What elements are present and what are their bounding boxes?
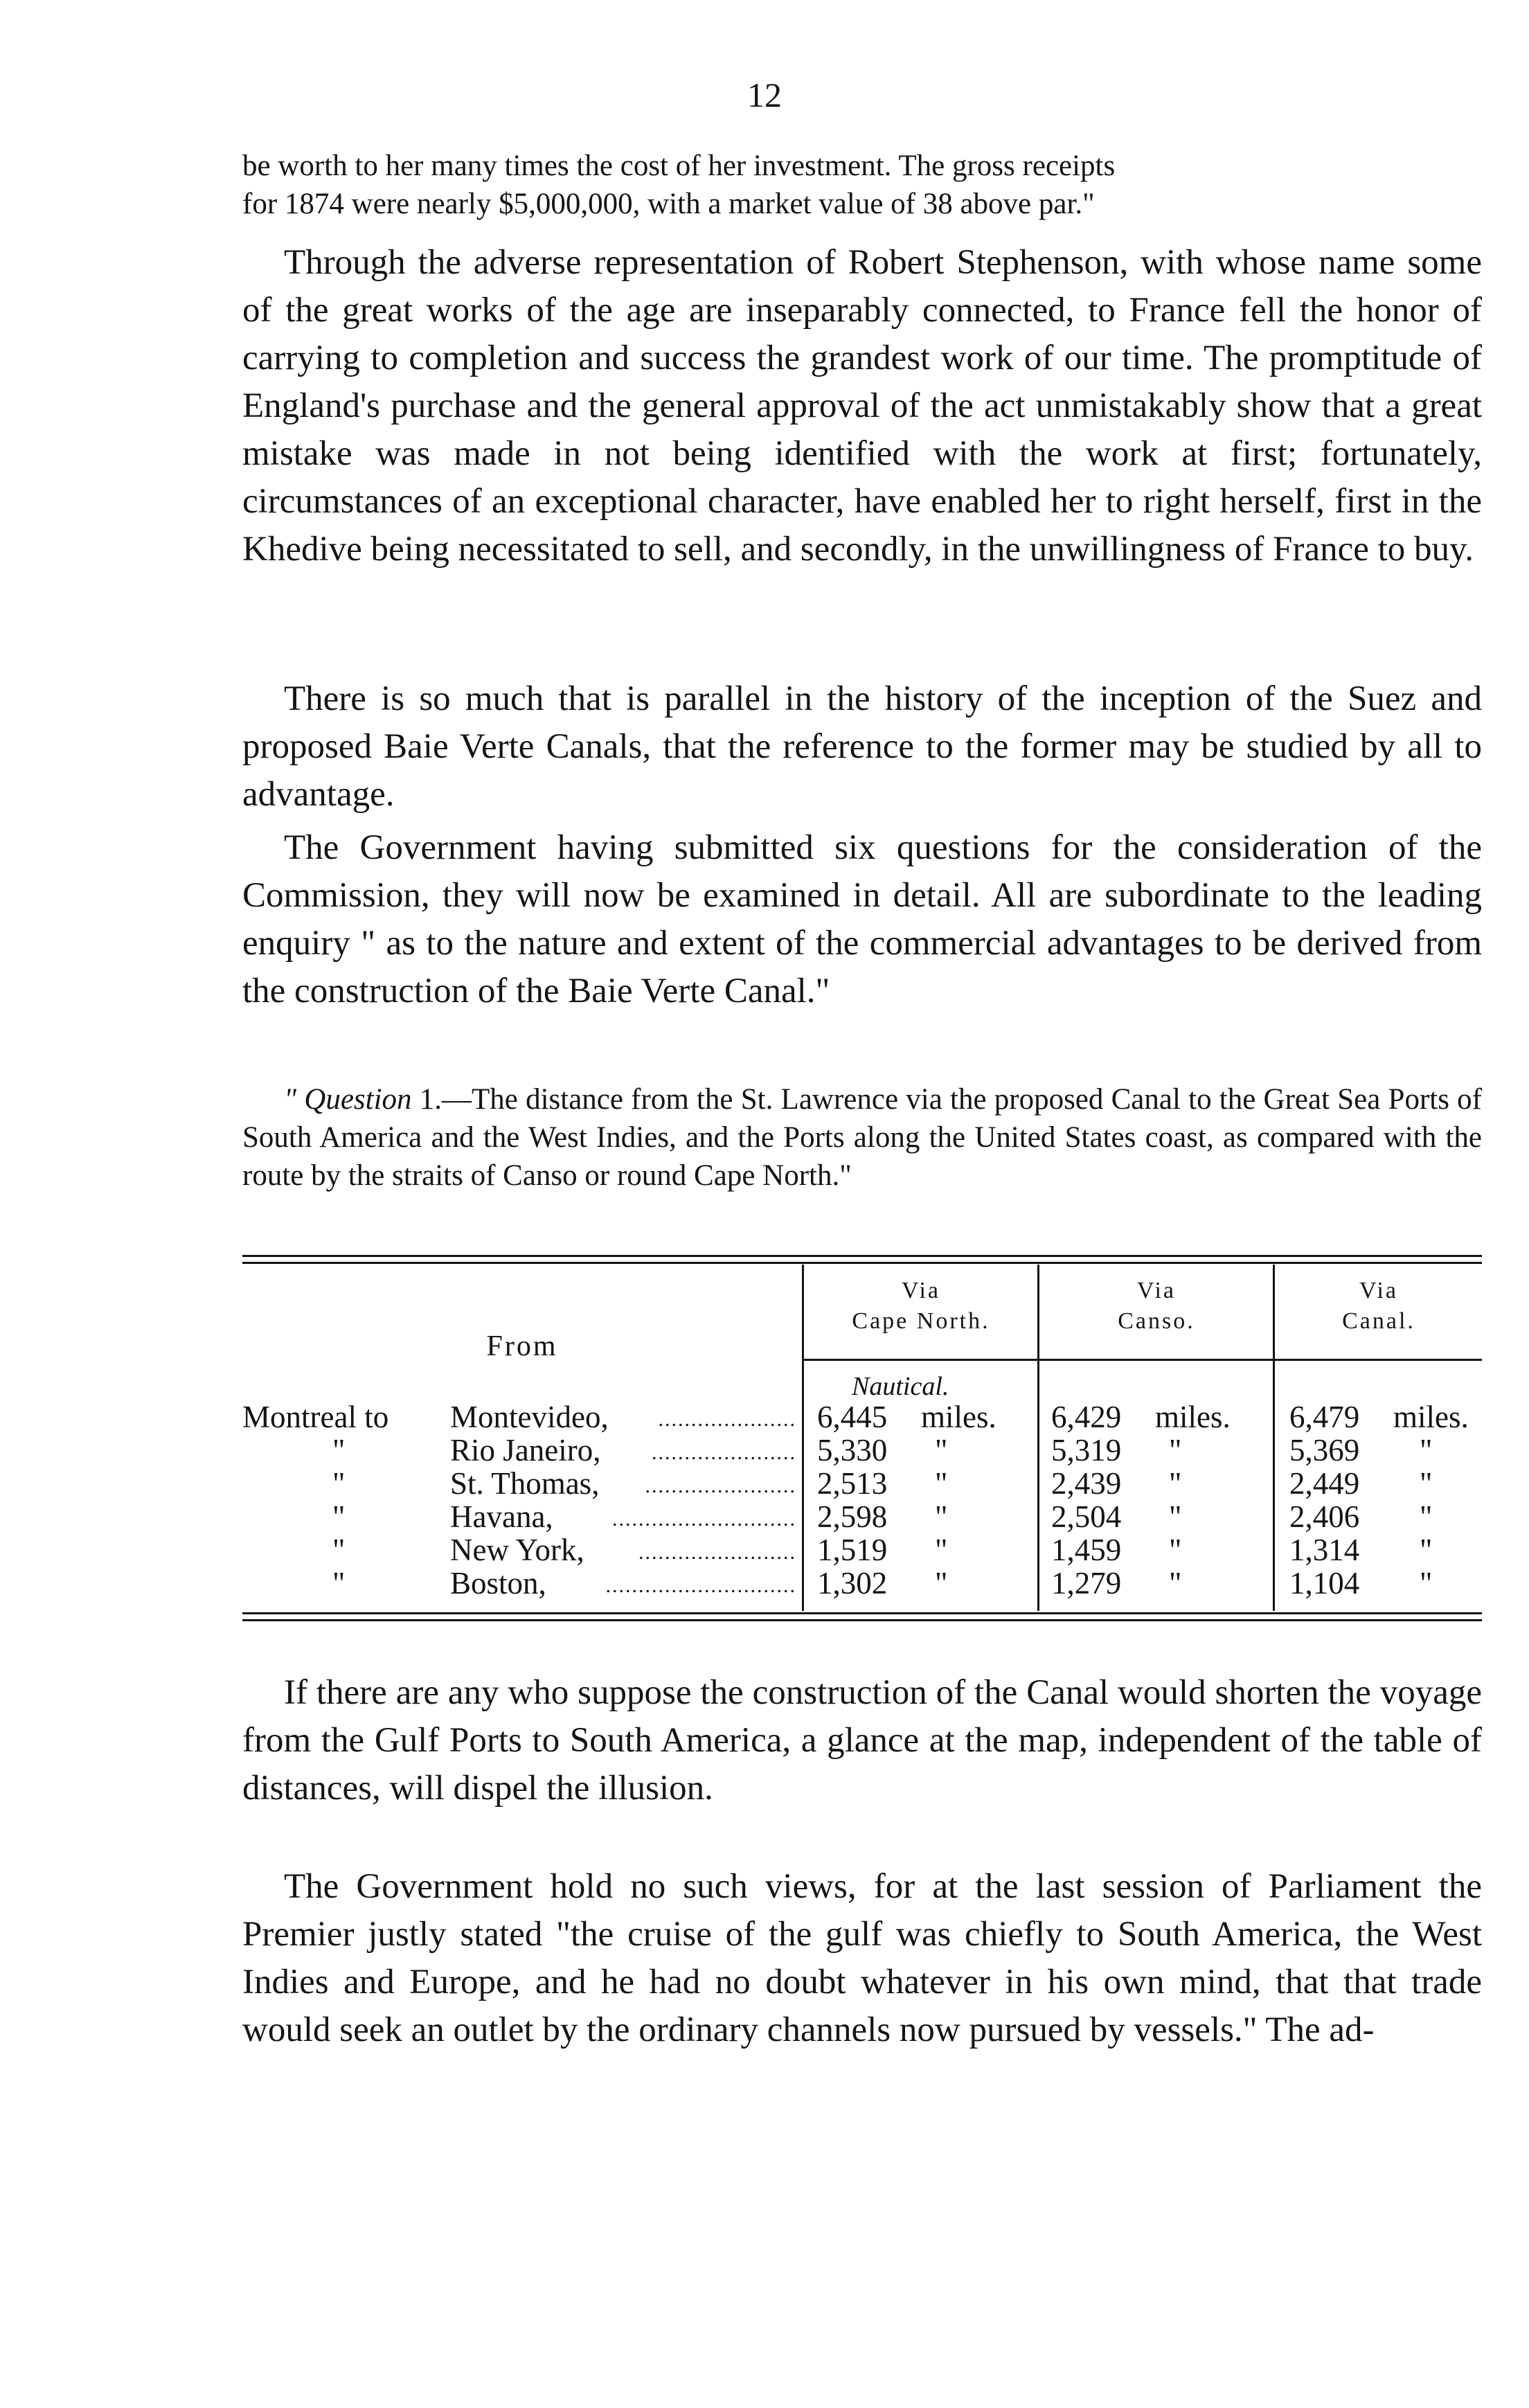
column-header-name: Cape North. — [852, 1308, 990, 1334]
row-destination: Rio Janeiro, — [450, 1433, 601, 1468]
column-divider — [1273, 1265, 1275, 1611]
row-destination: New York, — [450, 1533, 584, 1567]
row-origin: " — [332, 1566, 346, 1600]
table-bottom-rule — [242, 1612, 1482, 1614]
paragraph-text: There is so much that is parallel in the history of the inception of the Suez and proposed Baie Verte Canals, that the reference to the former may be studied by all to advantage. — [242, 679, 1482, 814]
canso-distance: 5,319 — [1051, 1433, 1122, 1468]
leader-dots: ...................... — [652, 1441, 796, 1464]
column-header-name: Canso. — [1118, 1308, 1195, 1334]
paragraph-stephenson — [242, 239, 1482, 573]
distance-table — [242, 1255, 1482, 1629]
row-origin: " — [332, 1466, 346, 1501]
unit-marker: " — [1169, 1466, 1182, 1501]
unit-marker: " — [1169, 1566, 1182, 1600]
paragraph-text: The Government having submitted six questions for the consideration of the Commission, they will now be examined in detail. All are subordinate to the leading enquiry " as to the nature and extent of the commercial advantages to be derived from the construction of the Baie Verte Canal." — [242, 828, 1482, 1010]
leader-dots: ............................. — [605, 1574, 796, 1597]
canal-distance: 2,406 — [1289, 1499, 1360, 1534]
row-origin: " — [332, 1499, 346, 1534]
leader-dots: ....................... — [645, 1474, 796, 1497]
unit-marker: " — [1420, 1466, 1433, 1501]
question-text — [242, 1080, 1482, 1195]
leader-dots: ........................ — [638, 1541, 796, 1564]
row-origin: Montreal to — [242, 1400, 389, 1434]
table-bottom-rule-2 — [242, 1619, 1482, 1621]
canso-distance: 6,429 — [1051, 1400, 1122, 1434]
column-header-canso — [1040, 1276, 1273, 1337]
unit-marker: miles. — [921, 1400, 996, 1434]
paragraph-premier — [242, 1863, 1482, 2054]
paragraph-government-questions — [242, 824, 1482, 1015]
cape-north-distance: 2,598 — [817, 1499, 888, 1534]
column-header-via: Via — [1136, 1278, 1177, 1303]
unit-marker: " — [1169, 1533, 1182, 1567]
page-number: 12 — [747, 75, 782, 114]
column-header-cape-north — [805, 1276, 1037, 1337]
question-label: " Question — [284, 1083, 412, 1116]
unit-marker: " — [1420, 1499, 1433, 1534]
unit-marker: miles. — [1393, 1400, 1469, 1434]
canso-distance: 2,504 — [1051, 1499, 1122, 1534]
unit-marker: " — [935, 1566, 948, 1600]
unit-marker: " — [1169, 1499, 1182, 1534]
leader-dots: ..................... — [658, 1408, 796, 1431]
intro-line: for 1874 were nearly $5,000,000, with a market value of 38 above par." — [242, 188, 1095, 220]
row-origin: " — [332, 1433, 346, 1468]
row-destination: Havana, — [450, 1499, 553, 1534]
intro-line: be worth to her many times the cost of her investment. The gross receipts — [242, 150, 1116, 182]
unit-marker: " — [935, 1499, 948, 1534]
unit-marker: " — [935, 1533, 948, 1567]
cape-north-distance: 5,330 — [817, 1433, 888, 1468]
row-destination: Boston, — [450, 1566, 546, 1600]
question-one — [242, 1080, 1482, 1195]
column-divider — [1037, 1265, 1039, 1611]
cape-north-distance: 2,513 — [817, 1466, 888, 1501]
canal-distance: 5,369 — [1289, 1433, 1360, 1468]
question-body: 1.—The distance from the St. Lawrence via the proposed Canal to the Great Sea Ports of South America and the West Indies, and the Ports along the United States coast, as compared with the route by the straits of Canso or round Cape North." — [242, 1083, 1482, 1192]
intro-continuation — [242, 147, 1482, 223]
column-header-name: Canal. — [1342, 1308, 1415, 1334]
table-top-rule-2 — [242, 1262, 1482, 1264]
unit-note: Nautical. — [852, 1372, 949, 1401]
row-origin: " — [332, 1533, 346, 1567]
column-header-via: Via — [901, 1278, 941, 1303]
canso-distance: 1,279 — [1051, 1566, 1122, 1600]
unit-marker: " — [1420, 1566, 1433, 1600]
cape-north-distance: 1,519 — [817, 1533, 888, 1567]
paragraph-text: If there are any who suppose the construction of the Canal would shorten the voyage from the Gulf Ports to South America, a glance at the map, independent of the table of distances, will dispel the illusion. — [242, 1673, 1482, 1808]
row-destination: St. Thomas, — [450, 1466, 600, 1501]
canal-distance: 6,479 — [1289, 1400, 1360, 1434]
canal-distance: 1,314 — [1289, 1533, 1360, 1567]
paragraph-parallel — [242, 675, 1482, 819]
column-header-via: Via — [1359, 1278, 1399, 1303]
table-top-rule — [242, 1255, 1482, 1257]
unit-marker: miles. — [1155, 1400, 1231, 1434]
header-rule — [802, 1359, 1482, 1361]
leader-dots: ............................ — [612, 1508, 796, 1531]
unit-marker: " — [1420, 1533, 1433, 1567]
canso-distance: 1,459 — [1051, 1533, 1122, 1567]
unit-marker: " — [1420, 1433, 1433, 1468]
canso-distance: 2,439 — [1051, 1466, 1122, 1501]
canal-distance: 1,104 — [1289, 1566, 1360, 1600]
unit-marker: " — [935, 1466, 948, 1501]
unit-marker: " — [935, 1433, 948, 1468]
column-divider — [802, 1265, 804, 1611]
column-header-canal — [1276, 1276, 1482, 1337]
cape-north-distance: 1,302 — [817, 1566, 888, 1600]
canal-distance: 2,449 — [1289, 1466, 1360, 1501]
unit-marker: " — [1169, 1433, 1182, 1468]
paragraph-illusion — [242, 1669, 1482, 1812]
from-header — [242, 1331, 802, 1364]
paragraph-text: The Government hold no such views, for at the last session of Parliament the Premier justly stated "the cruise of the gulf was chiefly to South America, the West Indies and Europe, and he had no doubt whatever in his own mind, that that trade would seek an outlet by the ordinary channels now pursued by vessels." The ad- — [242, 1867, 1482, 2049]
cape-north-distance: 6,445 — [817, 1400, 888, 1434]
row-destination: Montevideo, — [450, 1400, 609, 1434]
paragraph-text: Through the adverse representation of Robert Stephenson, with whose name some of the great works of the age are inseparably connected, to France fell the honor of carrying to completion and success the grandest work of our time. The promptitude of England's purchase and the general approval of the act unmistakably show that a great mistake was made in not being identified with the work at first; fortunately, circumstances of an exceptional character, have enabled her to right herself, first in the Khedive being necessitated to sell, and secondly, in the unwillingness of France to buy. — [242, 243, 1482, 569]
from-header-text: From — [486, 1330, 558, 1362]
